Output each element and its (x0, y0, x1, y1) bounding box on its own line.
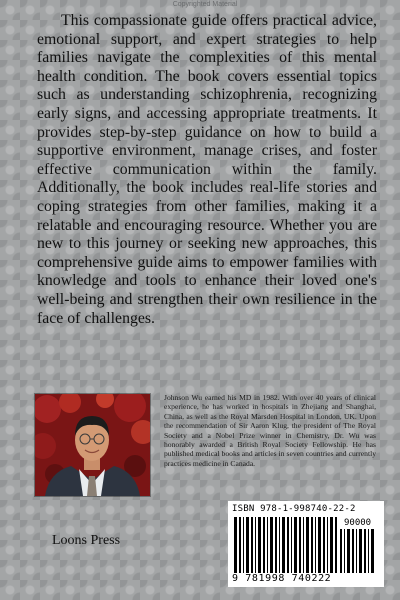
isbn-label: ISBN 978-1-998740-22-2 (232, 504, 356, 514)
publisher-name: Loons Press (52, 533, 121, 548)
author-bio: Johnson Wu earned his MD in 1982. With over 40 years of clinical experience, he has worked in hospitals in Zhejiang and Shanghai, China, as well as the Royal Marsden Hospital in London, UK. Upon the recommendation of Sir Aaron Klug, the president of The Royal Society and a Nobel Prize winner in Chemistry, Dr. Wu was honorably awarded a British Royal Society Fellowship. He has published medical books and articles in seven countries and currently practices medicine in Canada. (164, 393, 376, 468)
author-photo (35, 394, 150, 496)
barcode-addon-bars (340, 529, 378, 573)
isbn-barcode (228, 501, 384, 587)
barcode-bars (234, 517, 338, 573)
copyright-watermark: Copyrighted Material (172, 1, 238, 8)
back-cover-blurb: This compassionate guide offers practical advice, emotional support, and expert strategies to help families navigate the complexities of this mental health condition. The book covers essential topics such as understanding schizophrenia, recognizing early signs, and accessing appropriate treatments. It provides step-by-step guidance on how to build a supportive environment, manage crises, and foster effective communication within the family. Additionally, the book includes real-life stories and coping strategies from other families, making it a relatable and encouraging resource. Whether you are new to this journey or seeking new approaches, this comprehensive guide aims to empower families with knowledge and tools to enhance their loved one's well-being and strengthen their own resilience in the face of challenges. (37, 12, 377, 327)
price-code: 90000 (344, 518, 372, 528)
author-portrait-icon (35, 394, 150, 496)
barcode-digits: 9 781998 740222 (232, 573, 332, 584)
